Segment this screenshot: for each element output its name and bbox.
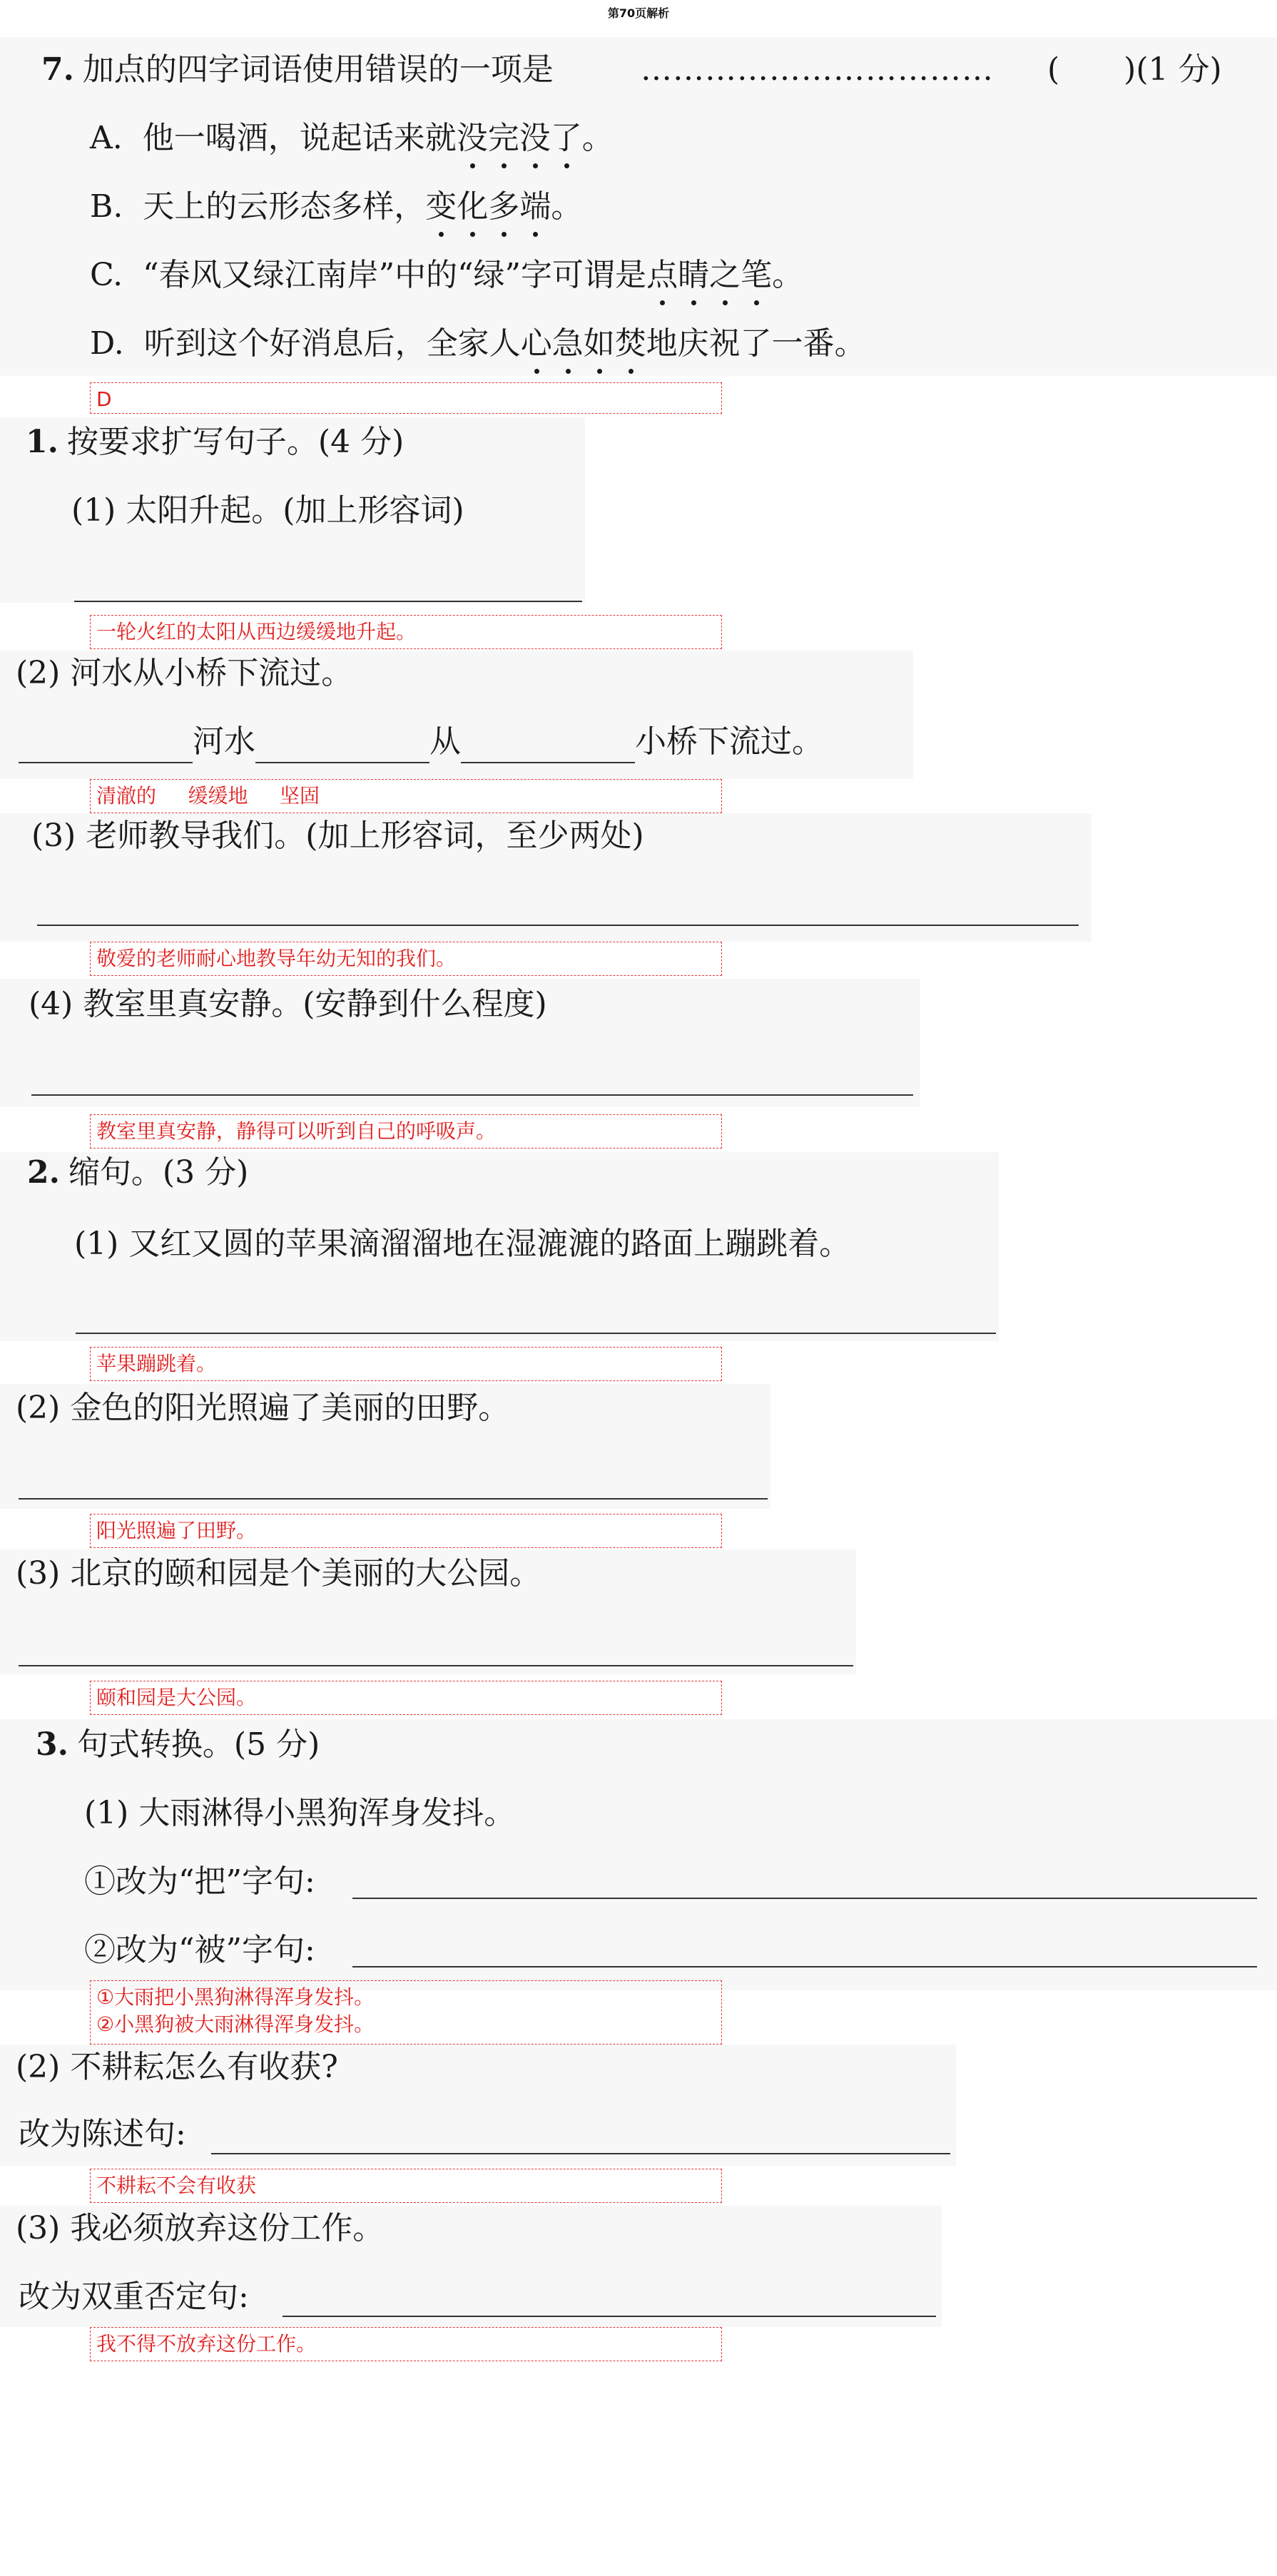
s1-item3-answer-box: 敬爱的老师耐心地教导年幼无知的我们。 xyxy=(90,942,722,976)
s1-item4-answer-box: 教室里真安静，静得可以听到自己的呼吸声。 xyxy=(90,1114,722,1149)
s3-item1-sub2-answer-line[interactable] xyxy=(352,1966,1257,1967)
emphasis-dot-char: 端 xyxy=(519,185,551,228)
dotted-word xyxy=(425,188,551,225)
emphasis-dot-char: 笔 xyxy=(741,254,772,297)
q7-stem xyxy=(41,49,554,91)
emphasis-dot-char: 之 xyxy=(709,254,741,297)
dotted-word xyxy=(457,120,582,156)
s3-item3-prompt: (3) 我必须放弃这份工作。 xyxy=(16,2210,385,2246)
dotted-word xyxy=(646,257,772,293)
s2-title-text: 缩句。(3 分) xyxy=(68,1154,249,1191)
s2-item3-answer-line[interactable] xyxy=(19,1665,853,1666)
s1-item1-prompt: (1) 太阳升起。(加上形容词) xyxy=(71,492,464,529)
blank-3[interactable] xyxy=(461,733,635,763)
s3-item2-prompt: (2) 不耕耘怎么有收获? xyxy=(16,2049,338,2085)
q7-stem-text: 加点的四字词语使用错误的一项是 xyxy=(82,51,554,88)
s3-item1-answer-1: ①大雨把小黑狗淋得浑身发抖。 xyxy=(96,1985,375,2009)
q7-option-b: B. 天上的云形态多样，变化多端。 xyxy=(90,185,582,228)
option-label: D. xyxy=(90,325,124,362)
s3-item1-sub1: ①改为“把”字句: xyxy=(84,1863,315,1900)
s3-title xyxy=(36,1724,320,1766)
emphasis-dot-char: 没 xyxy=(519,117,551,160)
s2-number: 2. xyxy=(27,1154,60,1191)
s1-item4-answer-line[interactable] xyxy=(31,1094,913,1096)
s2-item2-answer-line[interactable] xyxy=(19,1498,768,1500)
s2-item2-answer-box: 阳光照遍了田野。 xyxy=(90,1514,722,1548)
option-label: C. xyxy=(90,257,123,293)
s1-item2-prompt: (2) 河水从小桥下流过。 xyxy=(16,655,353,691)
q7-number: 7. xyxy=(41,51,74,88)
emphasis-dot-char: 多 xyxy=(488,185,519,228)
q7-option-c: C. “春风又绿江南岸”中的“绿”字可谓是点睛之笔。 xyxy=(90,254,803,297)
emphasis-dot-char: 如 xyxy=(584,322,615,365)
s2-item3-prompt: (3) 北京的颐和园是个美丽的大公园。 xyxy=(16,1555,541,1592)
emphasis-dot-char: 完 xyxy=(488,117,519,160)
emphasis-dot-char: 睛 xyxy=(678,254,709,297)
s2-title xyxy=(27,1151,248,1194)
s3-item1-prompt: (1) 大雨淋得小黑狗浑身发抖。 xyxy=(84,1795,516,1831)
page-title: 第70页解析 xyxy=(607,6,670,20)
blank-2[interactable] xyxy=(255,733,429,763)
s2-item1-prompt: (1) 又红又圆的苹果滴溜溜地在湿漉漉的路面上蹦跳着。 xyxy=(74,1226,851,1262)
s1-title xyxy=(26,421,404,464)
blank-1[interactable] xyxy=(19,733,193,763)
q7-score: (1 分) xyxy=(1136,51,1222,88)
q7-option-d: D. 听到这个好消息后，全家人心急如焚地庆祝了一番。 xyxy=(90,322,866,365)
s3-number: 3. xyxy=(36,1726,68,1763)
s1-item3-answer-line[interactable] xyxy=(37,925,1079,926)
emphasis-dot-char: 了 xyxy=(551,117,582,160)
q7-answer-paren: ( )(1 分) xyxy=(1047,51,1222,88)
q7-option-a: A. 他一喝酒，说起话来就没完没了。 xyxy=(90,117,614,160)
s1-item2-answer-box: 清澈的 缓缓地 坚固 xyxy=(90,779,722,813)
s3-item2-answer-line[interactable] xyxy=(211,2153,950,2154)
s1-title-text: 按要求扩写句子。(4 分) xyxy=(66,424,405,460)
option-label: A. xyxy=(90,120,123,156)
s3-item1-sub1-answer-line[interactable] xyxy=(352,1898,1257,1899)
s2-item2-prompt: (2) 金色的阳光照遍了美丽的田野。 xyxy=(16,1390,510,1426)
emphasis-dot-char: 变 xyxy=(425,185,457,228)
s3-title-text: 句式转换。(5 分) xyxy=(76,1726,320,1763)
s2-item1-answer-line[interactable] xyxy=(76,1333,996,1334)
emphasis-dot-char: 急 xyxy=(552,322,584,365)
emphasis-dot-char: 焚 xyxy=(615,322,646,365)
s3-item3-answer-box: 我不得不放弃这份工作。 xyxy=(90,2327,722,2361)
s1-number: 1. xyxy=(26,424,58,460)
s3-item2-sub: 改为陈述句: xyxy=(19,2116,186,2152)
q7-leader-dots: …………………………… xyxy=(641,51,994,88)
s3-item1-sub2: ②改为“被”字句: xyxy=(84,1932,315,1968)
dotted-word xyxy=(521,325,646,362)
option-label: B. xyxy=(90,188,123,225)
s2-item1-answer-box: 苹果蹦跳着。 xyxy=(90,1347,722,1381)
s1-item1-answer-line[interactable] xyxy=(74,601,582,602)
s1-item1-answer-box: 一轮火红的太阳从西边缓缓地升起。 xyxy=(90,615,722,649)
s1-item2-fill-line: 河水 从 小桥下流过。 xyxy=(19,721,823,763)
s3-item1-answer-2: ②小黑狗被大雨淋得浑身发抖。 xyxy=(96,2012,375,2036)
s3-item2-answer-box: 不耕耘不会有收获 xyxy=(90,2169,722,2203)
s3-item3-answer-line[interactable] xyxy=(283,2316,936,2317)
q7-answer-box: D xyxy=(90,382,722,414)
emphasis-dot-char: 化 xyxy=(457,185,488,228)
s3-item3-sub: 改为双重否定句: xyxy=(19,2279,249,2315)
s1-item3-prompt: (3) 老师教导我们。(加上形容词，至少两处) xyxy=(31,818,644,854)
emphasis-dot-char: 没 xyxy=(457,117,488,160)
emphasis-dot-char: 心 xyxy=(521,322,552,365)
s1-item4-prompt: (4) 教室里真安静。(安静到什么程度) xyxy=(29,986,547,1022)
emphasis-dot-char: 点 xyxy=(646,254,678,297)
s2-item3-answer-box: 颐和园是大公园。 xyxy=(90,1681,722,1715)
s3-item1-answer-box xyxy=(90,1980,722,2045)
